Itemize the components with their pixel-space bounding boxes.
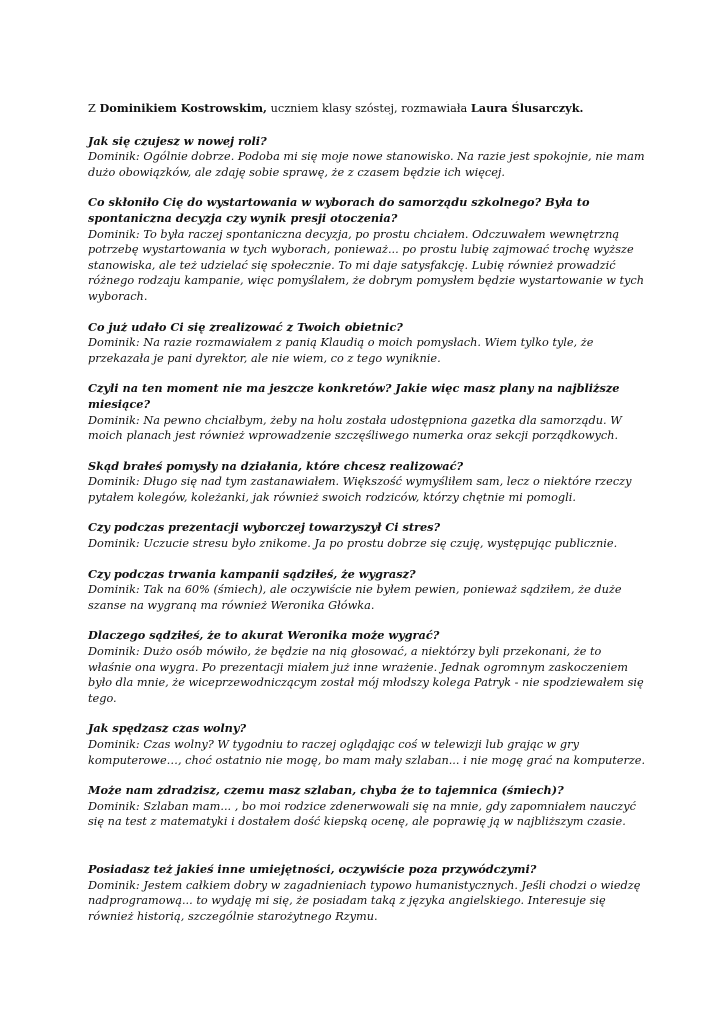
question: Co już udało Ci się zrealizować z Twoich obietnic? [88, 319, 403, 334]
qa-block-7 [88, 567, 648, 614]
answer: Dominik: Jestem całkiem dobry w zagadnieniach typowo humanistycznych. Jeśli chodzi o wiedzę nadprogramową... to wydaję mi się, że posiadam taką z języka angielskiego. Interesuje się również historią, szczególnie starożytnego Rzymu. [88, 878, 641, 923]
answer: Dominik: Szlaban mam... , bo moi rodzice zdenerwowali się na mnie, gdy zapomniałem nauczyć się na test z matematyki i dostałem dość kiepską ocenę, ale poprawię ją w najbliższym czasie. [88, 799, 636, 829]
intro-middle: uczniem klasy szóstej, rozmawiała [267, 102, 471, 115]
interview-document [88, 101, 648, 939]
qa-block-9 [88, 721, 648, 768]
answer: Dominik: Długo się nad tym zastanawiałem. Większość wymyśliłem sam, lecz o niektóre rzeczy pytałem kolegów, koleżanki, jak również swoich rodziców, którzy chętnie mi pomogli. [88, 475, 632, 504]
answer: Dominik: Tak na 60% (śmiech), ale oczywiście nie byłem pewien, ponieważ sądziłem, że duże szanse na wygraną ma również Weronika Główka. [88, 583, 622, 612]
qa-block-8 [88, 628, 648, 706]
qa-block-10 [88, 783, 648, 830]
question: Jak się czujesz w nowej roli? [88, 133, 267, 148]
spacer [88, 845, 648, 862]
qa-block-11 [88, 862, 648, 924]
qa-block-6 [88, 520, 648, 551]
question: Skąd brałeś pomysły na działania, które chcesz realizować? [88, 458, 464, 473]
qa-block-1 [88, 134, 648, 181]
question: Jak spędzasz czas wolny? [88, 721, 247, 736]
intro-prefix: Z [88, 102, 100, 115]
answer: Dominik: To była raczej spontaniczna decyzja, po prostu chciałem. Odczuwałem wewnętrzną potrzebę wystartowania w tych wyborach, ponieważ... po prostu lubię zajmować trochę wyższe stanowiska, ale też udzielać się społecznie. To mi daje satysfakcję. Lubię również prowadzić różnego rodzaju kampanie, więc pomyślałem, że dobrym pomysłem będzie wystartowanie w tych wyborach. [88, 227, 645, 303]
question: Co skłoniło Cię do wystartowania w wyborach do samorządu szkolnego? Była to spontaniczna decyzja czy wynik presji otoczenia? [88, 195, 590, 225]
qa-block-3 [88, 320, 648, 367]
question: Dlaczego sądziłeś, że to akurat Weronika może wygrać? [88, 628, 440, 643]
intro-line [88, 101, 648, 117]
question: Czyli na ten moment nie ma jeszcze konkretów? Jakie więc masz plany na najbliższe miesiące? [88, 381, 620, 411]
qa-block-5 [88, 459, 648, 506]
answer: Dominik: Na pewno chciałbym, żeby na holu została udostępniona gazetka dla samorządu. W moich planach jest również wprowadzenie szczęśliwego numerka oraz sekcji porządkowych. [88, 413, 622, 443]
question: Posiadasz też jakieś inne umiejętności, oczywiście poza przywódczymi? [88, 861, 537, 876]
interviewer-name: Laura Ślusarczyk. [470, 101, 584, 115]
answer: Dominik: Ogólnie dobrze. Podoba mi się moje nowe stanowisko. Na razie jest spokojnie, nie mam dużo obowiązków, ale zdaję sobie sprawę, że z czasem będzie ich więcej. [88, 150, 645, 179]
question: Może nam zdradzisz, czemu masz szlaban, chyba że to tajemnica (śmiech)? [88, 783, 564, 798]
answer: Dominik: Uczucie stresu było znikome. Ja po prostu dobrze się czuję, występując publicznie. [88, 537, 618, 551]
question: Czy podczas trwania kampanii sądziłeś, że wygrasz? [88, 566, 416, 581]
answer: Dominik: Na razie rozmawiałem z panią Klaudią o moich pomysłach. Wiem tylko tyle, że przekazała je pani dyrektor, ale nie wiem, co z tego wyniknie. [88, 336, 594, 365]
qa-block-4 [88, 381, 648, 443]
answer: Dominik: Dużo osób mówiło, że będzie na nią głosować, a niektórzy byli przekonani, że to właśnie ona wygra. Po prezentacji miałem już inne wrażenie. Jednak ogromnym zaskoczeniem było dla mnie, że wiceprzewodniczącym został mój młodszy kolega Patryk - nie spodziewałem się tego. [88, 645, 644, 705]
qa-block-2 [88, 195, 648, 304]
interviewee-name: Dominikiem Kostrowskim, [99, 101, 267, 115]
answer: Dominik: Czas wolny? W tygodniu to raczej oglądając coś w telewizji lub grając w gry komputerowe…, choć ostatnio nie mogę, bo mam mały szlaban... i nie mogę grać na komputerze. [88, 738, 646, 767]
question: Czy podczas prezentacji wyborczej towarzyszył Ci stres? [88, 520, 441, 535]
spacer [88, 125, 648, 134]
